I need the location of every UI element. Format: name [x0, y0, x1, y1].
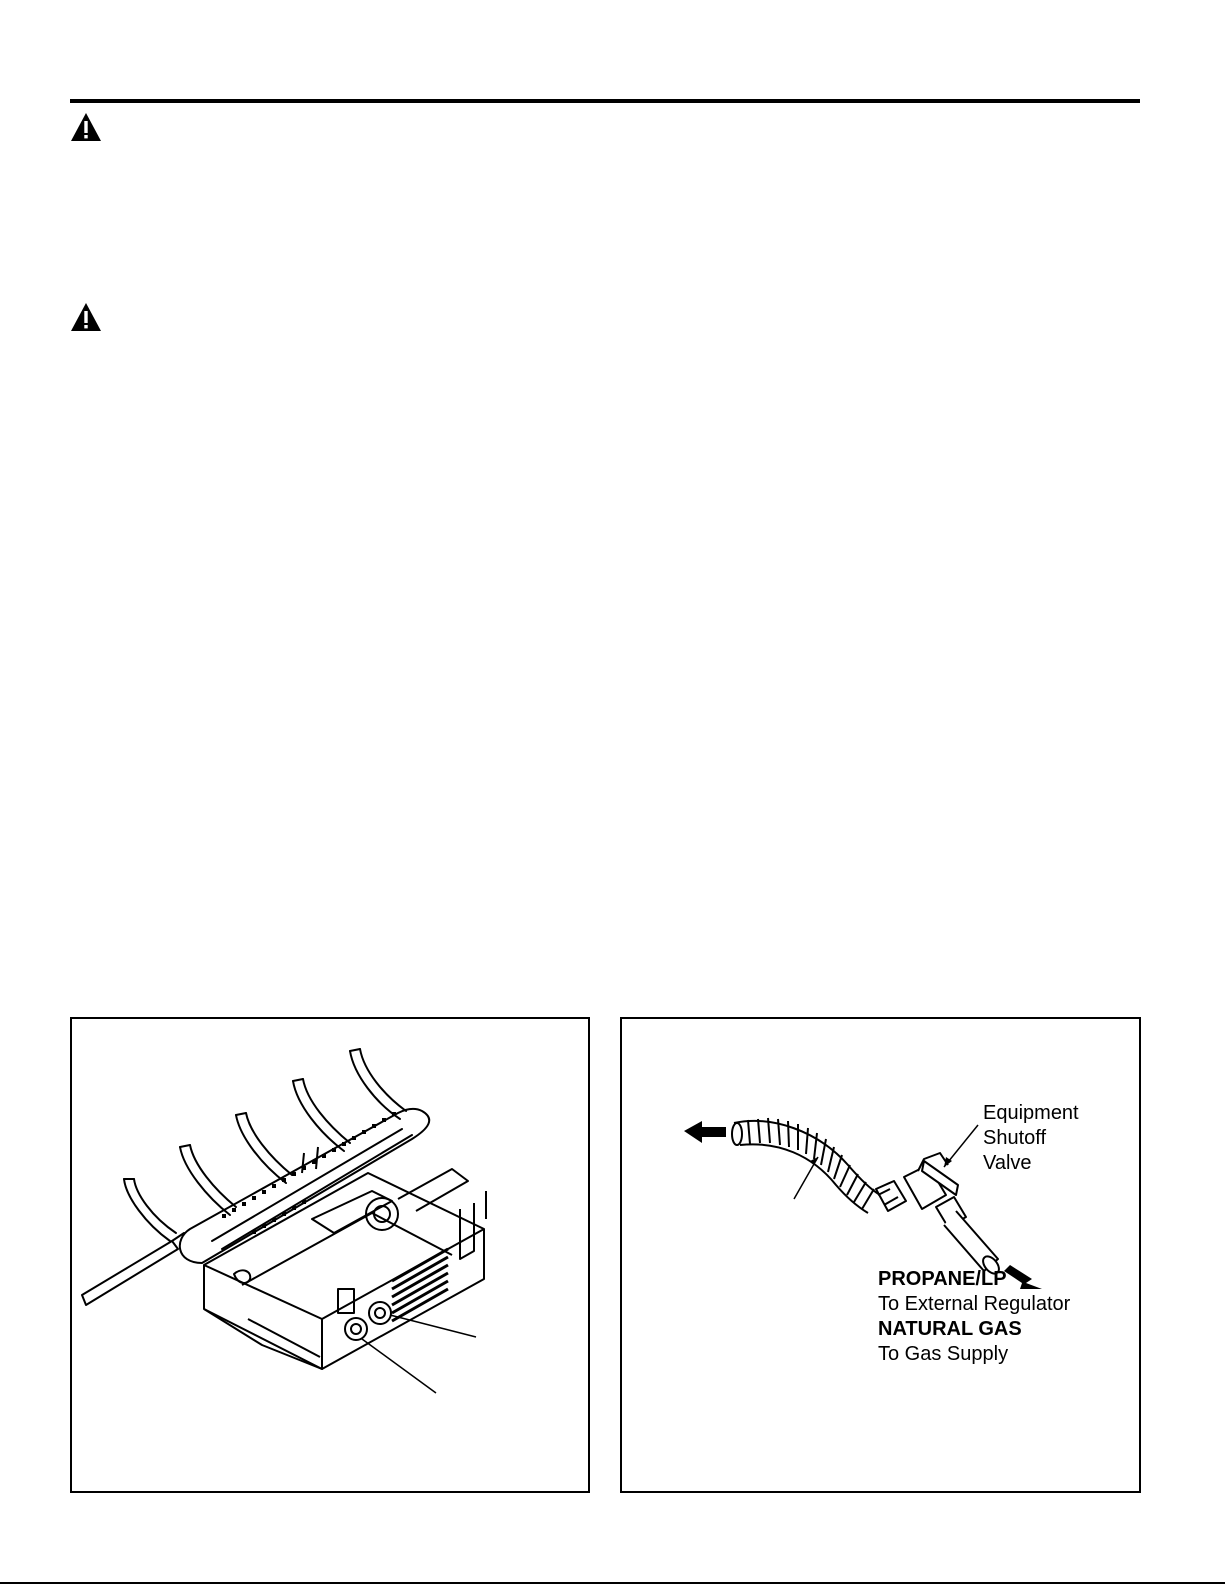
natural-gas-heading: NATURAL GAS [878, 1318, 1022, 1340]
warning-triangle-icon [70, 302, 102, 332]
valve-callout [983, 1101, 1079, 1176]
flex-connector-drawing [622, 1019, 1139, 1491]
natural-gas-text: To Gas Supply [878, 1343, 1009, 1365]
valve-label-line: Equipment [983, 1102, 1079, 1124]
flow-arrow-left-icon [684, 1121, 726, 1143]
warning-triangle-icon [70, 112, 102, 142]
valve-label-line: Shutoff [983, 1127, 1047, 1149]
burner-assembly-drawing [72, 1019, 588, 1491]
destination-callout [878, 1267, 1070, 1367]
footer-rule [0, 1582, 1225, 1584]
valve-label-line: Valve [983, 1152, 1032, 1174]
figure-gas-connection [620, 1017, 1141, 1493]
propane-text: To External Regulator [878, 1293, 1071, 1315]
header-rule [70, 99, 1140, 103]
figure-burner-assembly [70, 1017, 590, 1493]
propane-heading: PROPANE/LP [878, 1268, 1007, 1290]
